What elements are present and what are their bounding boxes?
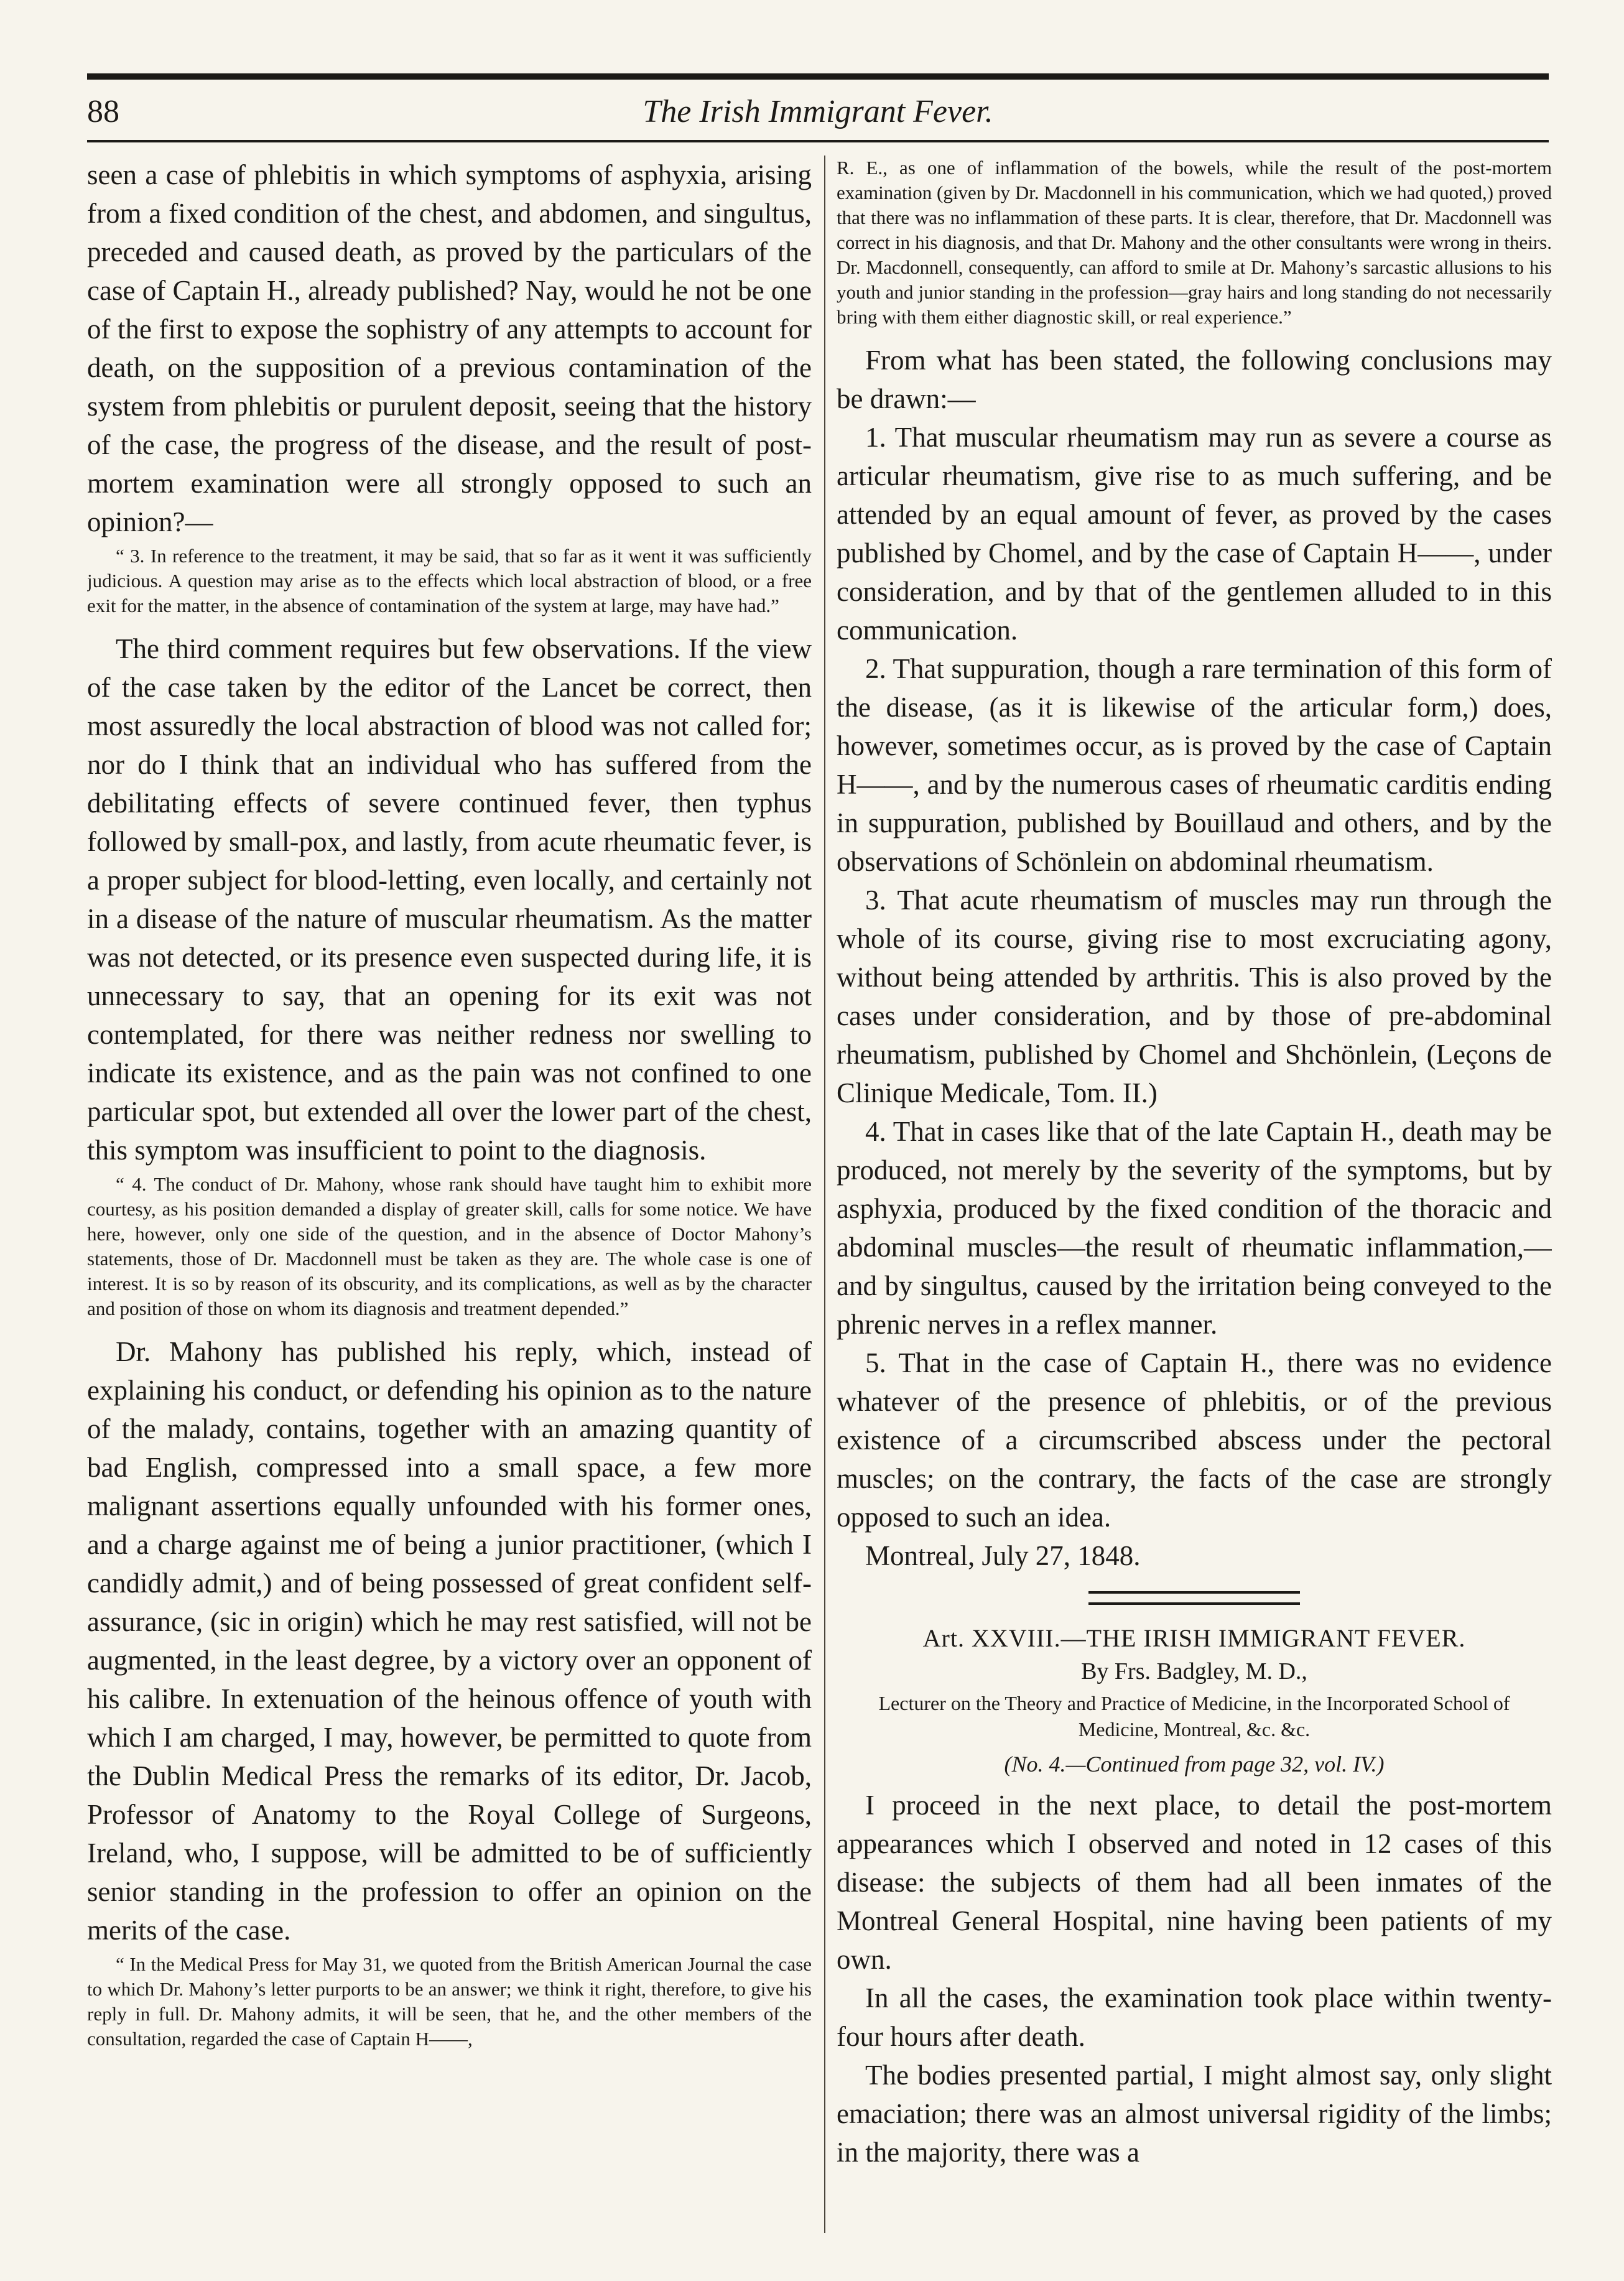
dateline: Montreal, July 27, 1848.: [865, 1540, 1141, 1571]
running-head: The Irish Immigrant Fever.: [643, 94, 993, 129]
article-title: Art. XXVIII.—THE IRISH IMMIGRANT FEVER.: [922, 1624, 1466, 1652]
left-column: [87, 156, 812, 2233]
header-rule: [87, 140, 1549, 142]
quoted-comment: “ 3. In reference to the treatment, it may be said, that so far as it went it was sufficiently judicious. A question may arise as to the effects which local abstraction of blood, or a free exit for the matter, in the absence of contamination of the system at large, may have had.”: [87, 545, 812, 616]
right-column: [837, 156, 1552, 2233]
continuation-note: (No. 4.—Continued from page 32, vol. IV.): [1004, 1752, 1385, 1777]
conclusion-item: 1. That muscular rheumatism may run as severe a course as articular rheumatism, give rise to as much suffering, and be attended by an equal amount of fever, as proved by the cases published by Chomel, and by the case of Captain H——, under consideration, and by that of the gentlemen alluded to in this communication.: [837, 422, 1552, 646]
paragraph: I proceed in the next place, to detail the post-mortem appearances which I observed and noted in 12 cases of this disease: the subjects of them had all been inmates of the Montreal General Hospital, nine having been patients of my own.: [837, 1790, 1552, 1975]
conclusion-item: 3. That acute rheumatism of muscles may run through the whole of its course, giving rise to most excruciating agony, without being attended by arthritis. This is also proved by the cases under consideration, and by those of pre-abdominal rheumatism, published by Chomel and Shchönlein, (Leçons de Clinique Medicale, Tom. II.): [837, 885, 1552, 1108]
page-header: [87, 93, 1549, 137]
paragraph: The third comment requires but few observations. If the view of the case taken by the editor of the Lancet be correct, then most assuredly the local abstraction of blood was not called for; nor do I think that an individual who has suffered from the debilitating effects of severe continued fever, then typhus followed by small-pox, and lastly, from acute rheumatic fever, is a proper subject for blood-letting, even locally, and certainly not in a disease of the nature of muscular rheumatism. As the matter was not detected, or its presence even suspected during life, it is unnecessary to say, that an opening for its exit was not contemplated, for there was neither redness nor swelling to indicate its existence, and as the pain was not confined to one particular spot, but extended all over the lower part of the chest, this symptom was insufficient to point to the diagnosis.: [87, 633, 812, 1166]
quoted-comment-continued: R. E., as one of inflammation of the bowels, while the result of the post-mortem examination (given by Dr. Macdonnell in his communication, which we had quoted,) proved that there was no inflammation of these parts. It is clear, therefore, that Dr. Macdonnell was correct in his diagnosis, and that Dr. Mahony and the other consultants were wrong in theirs. Dr. Macdonnell, consequently, can afford to smile at Dr. Mahony’s sarcastic allusions to his youth and junior standing in the profession—gray hairs and long standing do not necessarily bring with them either diagnostic skill, or real experience.”: [837, 157, 1552, 328]
paragraph: seen a case of phlebitis in which symptoms of asphyxia, arising from a fixed condition of the chest, and abdomen, and singultus, preceded and caused death, as proved by the particulars of the case of Captain H., already published? Nay, would he not be one of the first to expose the sophistry of any attempts to account for death, on the supposition of a previous contamination of the system from phlebitis or purulent deposit, seeing that the history of the case, the progress of the disease, and the result of post-mortem examination were all strongly opposed to such an opinion?—: [87, 159, 812, 537]
paragraph: From what has been stated, the following conclusions may be drawn:—: [837, 345, 1552, 414]
byline: By Frs. Badgley, M. D.,: [1081, 1658, 1307, 1684]
paragraph: In all the cases, the examination took place within twenty-four hours after death.: [837, 1982, 1552, 2052]
section-divider: [1088, 1591, 1300, 1605]
page-number: 88: [87, 94, 119, 129]
conclusion-item: 5. That in the case of Captain H., there was no evidence whatever of the presence of phlebitis, or of the previous existence of a circumscribed abscess under the pectoral muscles; on the contrary, the facts of the case are strongly opposed to such an idea.: [837, 1347, 1552, 1533]
quoted-comment: “ 4. The conduct of Dr. Mahony, whose rank should have taught him to exhibit more courtesy, as his position demanded a display of greater skill, calls for some notice. We have here, however, only one side of the question, and in the absence of Doctor Mahony’s statements, those of Dr. Macdonnell must be taken as they are. The whole case is one of interest. It is so by reason of its obscurity, and its complications, as well as by the character and position of those on whom its diagnosis and treatment depended.”: [87, 1173, 812, 1319]
conclusion-item: 4. That in cases like that of the late Captain H., death may be produced, not merely by the severity of the symptoms, but by asphyxia, produced by the fixed condition of the thoracic and abdominal muscles—the result of rheumatic inflammation,—and by singultus, caused by the irritation being conveyed to the phrenic nerves in a reflex manner.: [837, 1116, 1552, 1340]
top-rule: [87, 73, 1549, 80]
paragraph: Dr. Mahony has published his reply, which, instead of explaining his conduct, or defending his opinion as to the nature of the malady, contains, together with an amazing quantity of bad English, compressed into a small space, a few more malignant assertions equally unfounded with his former ones, and a charge against me of being a junior practitioner, (which I candidly admit,) and of being possessed of great confident self-assurance, (sic in origin) which he may rest satisfied, will not be augmented, in the least degree, by a victory over an opponent of his calibre. In extenuation of the heinous offence of youth with which I am charged, I may, however, be permitted to quote from the Dublin Medical Press the remarks of its editor, Dr. Jacob, Professor of Anatomy to the Royal College of Surgeons, Ireland, who, I suppose, will be admitted to be of sufficiently senior standing in the profession to offer an opinion on the merits of the case.: [87, 1336, 812, 1946]
quoted-comment: “ In the Medical Press for May 31, we quoted from the British American Journal the case to which Dr. Mahony’s letter purports to be an answer; we think it right, therefore, to give his reply in full. Dr. Mahony admits, it will be seen, that he, and the other members of the consultation, regarded the case of Captain H——,: [87, 1953, 812, 2050]
paragraph: The bodies presented partial, I might almost say, only slight emaciation; there was an almost universal rigidity of the limbs; in the majority, there was a: [837, 2060, 1552, 2168]
conclusion-item: 2. That suppuration, though a rare termination of this form of the disease, (as it is likewise of the articular form,) does, however, sometimes occur, as is proved by the case of Captain H——, and by the numerous cases of rheumatic carditis ending in suppuration, published by Bouillaud and others, and by the observations of Schönlein on abdominal rheumatism.: [837, 653, 1552, 877]
author-affiliation: Lecturer on the Theory and Practice of Medicine, in the Incorporated School of Medicine, Montreal, &c. &c.: [878, 1692, 1510, 1740]
column-divider: [824, 156, 825, 2233]
